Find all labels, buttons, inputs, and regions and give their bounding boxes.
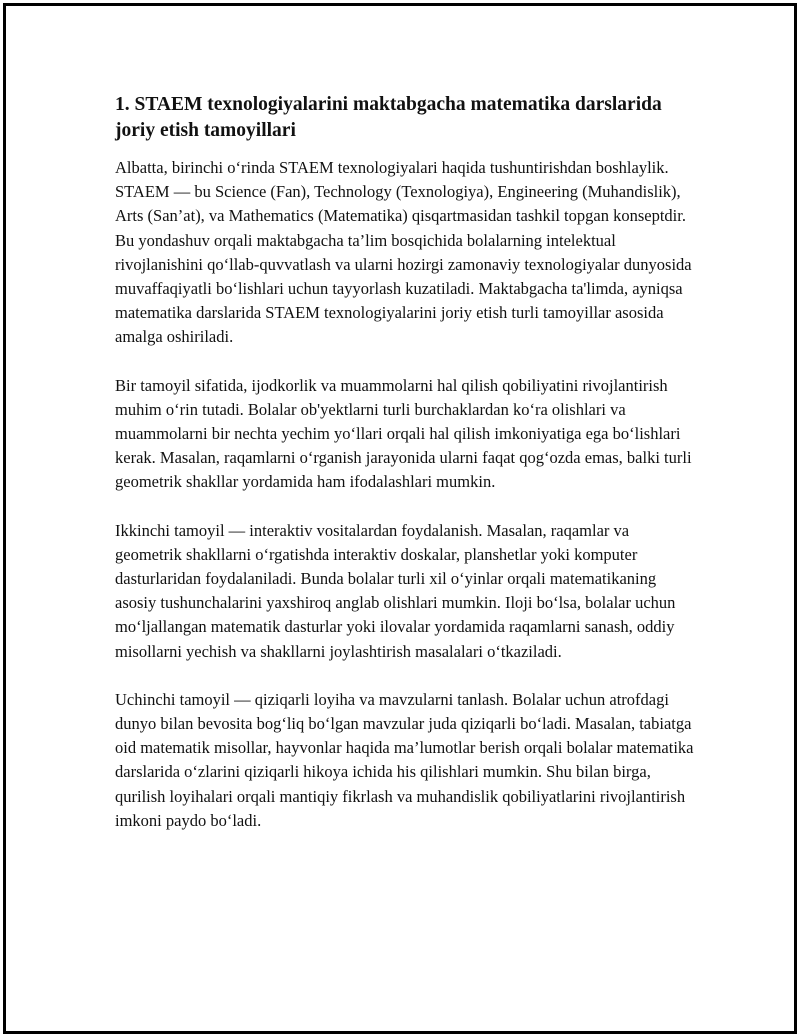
paragraph-second-principle: Ikkinchi tamoyil — interaktiv vositalardan foydalanish. Masalan, raqamlar va geometrik shakllarni o‘rgatishda interaktiv doskalar, planshetlar yoki komputer dasturlaridan foydalaniladi. Bunda bolalar turli xil o‘yinlar orqali matematikaning asosiy tushunchalarini yaxshiroq anglab olishlari mumkin. Iloji bo‘lsa, bolalar uchun mo‘ljallangan matematik dasturlar yoki ilovalar yordamida raqamlarni sanash, oddiy misollarni yechish va shakllarni joylashtirish masalalari o‘tkaziladi. — [115, 520, 676, 661]
paragraph-first-principle: Bir tamoyil sifatida, ijodkorlik va muammolarni hal qilish qobiliyatini rivojlantirish muhim o‘rin tutadi. Bolalar ob'yektlarni turli burchaklardan ko‘ra olishlari va muammolarni bir nechta yechim yo‘llari orqali hal qilish imkoniyatiga ega bo‘lishlari kerak. Masalan, raqamlarni o‘rganish jarayonida ularni faqat qog‘ozda emas, balki turli geometrik shakllar yordamida ham ifodalashlari mumkin. — [115, 375, 692, 492]
section-heading: 1. STAEM texnologiyalarini maktabgacha matematika darslarida joriy etish tamoyillari — [115, 94, 662, 141]
document-body — [115, 92, 695, 833]
paragraph-third-principle: Uchinchi tamoyil — qiziqarli loyiha va mavzularni tanlash. Bolalar uchun atrofdagi dunyo bilan bevosita bog‘liq bo‘lgan mavzular juda qiziqarli bo‘ladi. Masalan, tabiatga oid matematik misollar, hayvonlar haqida ma’lumotlar berish orqali bolalar matematika darslarida o‘zlarini qiziqarli hikoya ichida his qilishlari mumkin. Shu bilan birga, qurilish loyihalari orqali mantiqiy fikrlash va muhandislik qobiliyatlarini rivojlantirish imkoni paydo bo‘ladi. — [115, 689, 694, 830]
paragraph-intro: Albatta, birinchi o‘rinda STAEM texnologiyalari haqida tushuntirishdan boshlaylik. STAEM — bu Science (Fan), Technology (Texnologiya), Engineering (Muhandislik), Arts (San’at), va Mathematics (Matematika) qisqartmasidan tashkil topgan konseptdir. Bu yondashuv orqali maktabgacha ta’lim bosqichida bolalarning intelektual rivojlanishini qo‘llab-quvvatlash va ularni hozirgi zamonaviy texnologiyalar dunyosida muvaffaqiyatli bo‘lishlari uchun tayyorlash kuzatiladi. Maktabgacha ta'limda, ayniqsa matematika darslarida STAEM texnologiyalarini joriy etish turli tamoyillar asosida amalga oshiriladi. — [115, 158, 692, 347]
